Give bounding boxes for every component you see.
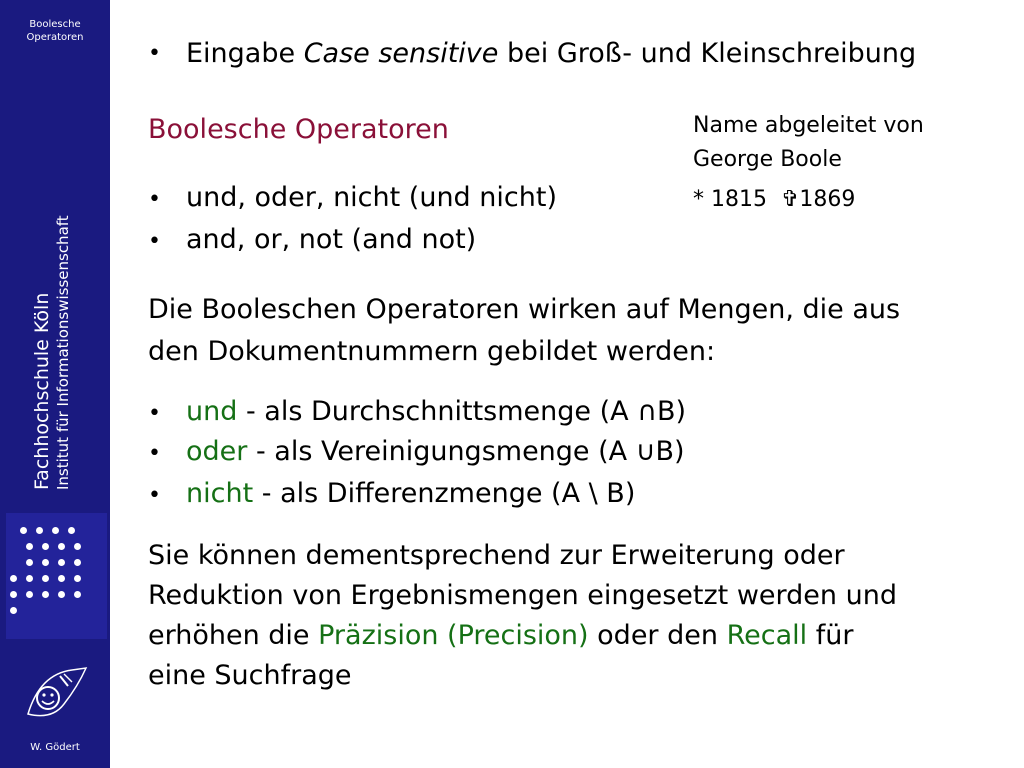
sidebar-topic-line2: Operatoren [26,32,84,43]
set-op-not [186,478,635,510]
set-op-or [186,436,685,468]
precision-term: Präzision (Precision) [318,620,589,651]
pattern-dot [58,591,65,598]
death-year: 1869 [799,187,856,212]
dot-pattern-logo [6,513,107,639]
pattern-dot [58,543,65,550]
bullet-marker: • [148,441,161,466]
cross-icon: ✞ [780,187,800,212]
operators-german: und, oder, nicht (und nicht) [186,182,557,213]
case-note-post: bei Groß- und Kleinschreibung [498,38,917,69]
aside-line2: George Boole [693,147,842,172]
aside-line1: Name abgeleitet von [693,113,924,138]
set-op-or-text: - als Vereinigungsmenge (A [247,436,628,467]
pattern-dot [10,591,17,598]
intersection-symbol: ∩ [637,396,657,427]
paragraph2-line4: eine Suchfrage [148,660,352,691]
smiley-logo-icon [20,664,92,724]
pattern-dot [10,575,17,582]
bullet-marker: • [148,187,161,212]
sidebar-institution-block [30,110,94,490]
pattern-dot [26,575,33,582]
pattern-dot [74,575,81,582]
pattern-dot [36,527,43,534]
pattern-dot [42,559,49,566]
set-op-and [186,396,686,428]
institute-name: Institut für Informationswissenschaft [54,215,72,490]
pattern-dot [58,559,65,566]
bullet-marker: • [148,229,161,254]
set-op-or-end: B) [655,436,685,467]
pattern-dot [26,559,33,566]
pattern-dot [74,559,81,566]
union-symbol: ∪ [635,436,656,467]
p2-l3-post: für [807,620,854,651]
set-op-and-text: - als Durchschnittsmenge (A [237,396,629,427]
paragraph1-line2: den Dokumentnummern gebildet werden: [148,336,716,367]
aside-dates [693,184,855,216]
pattern-dot [20,527,27,534]
case-sensitive-note [186,38,916,70]
sidebar-topic-line1: Boolesche [29,19,81,30]
operators-english: and, or, not (and not) [186,224,477,255]
recall-term: Recall [726,620,808,651]
pattern-dot [26,591,33,598]
birth-year: * 1815 [693,187,767,212]
section-heading: Boolesche Operatoren [148,114,449,145]
pattern-dot [52,527,59,534]
set-op-or-keyword: oder [186,436,248,467]
sidebar [0,0,110,768]
set-op-not-keyword: nicht [186,478,254,509]
pattern-dot [58,575,65,582]
paragraph2-line2: Reduktion von Ergebnismengen eingesetzt werden und [148,580,897,611]
bullet-marker: • [148,401,161,426]
pattern-dot [42,591,49,598]
set-op-and-keyword: und [186,396,238,427]
case-note-pre: Eingabe [186,38,304,69]
author-name: W. Gödert [30,742,80,753]
institution-name: Fachhochschule Köln [31,292,53,490]
pattern-dot [68,527,75,534]
pattern-dot [10,607,17,614]
bullet-marker: • [148,483,161,508]
set-op-not-text: - als Differenzmenge (A \ B) [253,478,636,509]
pattern-dot [74,591,81,598]
pattern-dot [42,575,49,582]
bullet-marker: • [148,41,161,66]
pattern-dot [74,543,81,550]
p2-l3-pre: erhöhen die [148,620,319,651]
set-op-and-end: B) [656,396,687,427]
paragraph2-line1: Sie können dementsprechend zur Erweiterung oder [148,540,845,571]
paragraph1-line1: Die Booleschen Operatoren wirken auf Mengen, die aus [148,294,901,325]
sidebar-topic-title [0,18,110,44]
pattern-dot [26,543,33,550]
case-note-em: Case sensitive [303,38,499,69]
paragraph2-line3 [148,620,853,652]
p2-l3-mid: oder den [588,620,727,651]
pattern-dot [42,543,49,550]
